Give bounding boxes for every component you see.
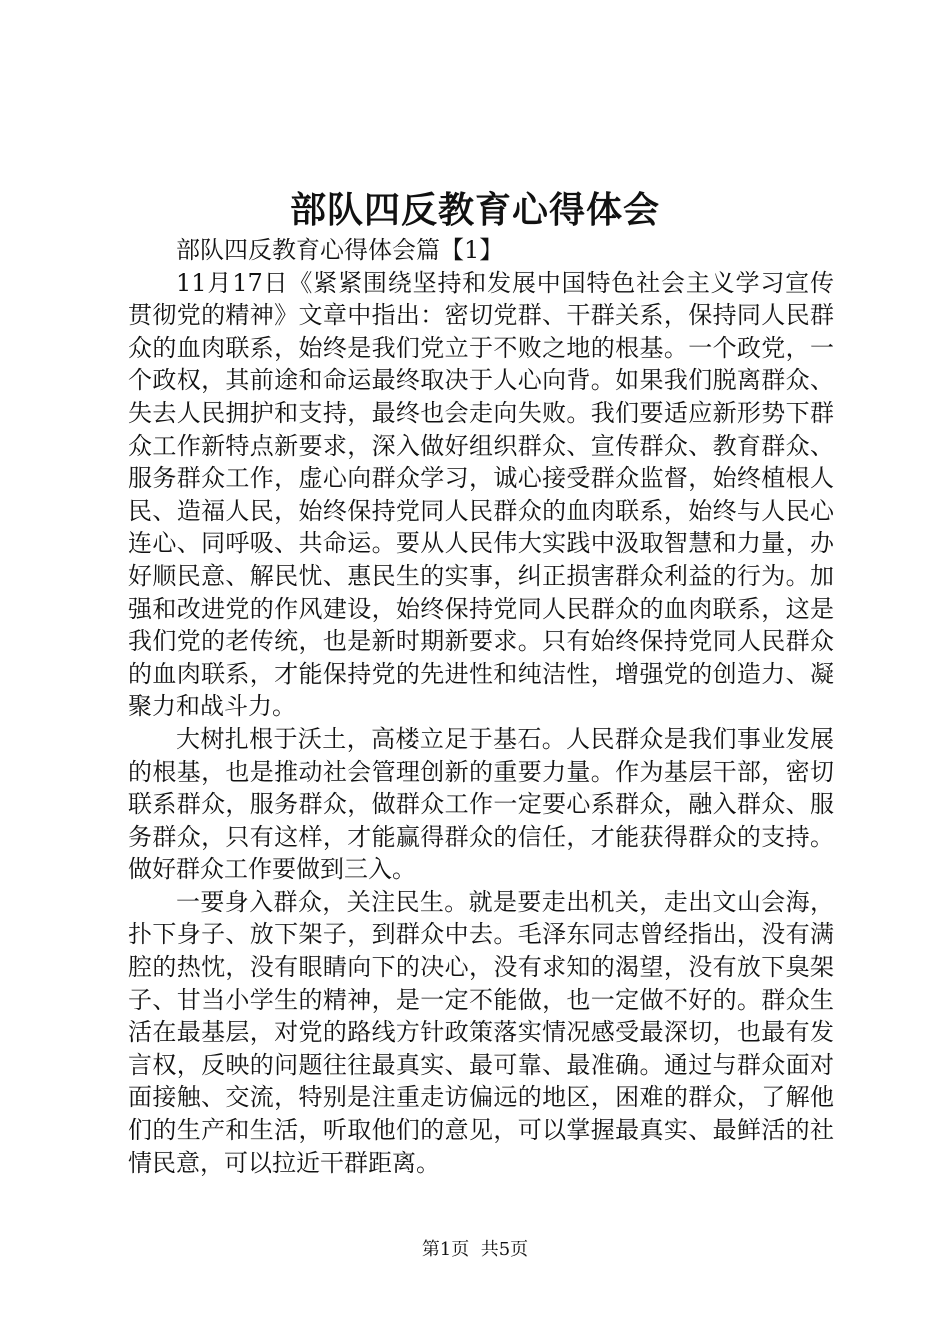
body-paragraph-1: 11月17日《紧紧围绕坚持和发展中国特色社会主义学习宣传贯彻党的精神》文章中指出：密切党群、干群关系，保持同人民群众的血肉联系，始终是我们党立于不败之地的根基。一个政党，一个政权，其前途和命运最终取决于人心向背。如果我们脱离群众、失去人民拥护和支持，最终也会走向失败。我们要适应新形势下群众工作新特点新要求，深入做好组织群众、宣传群众、教育群众、服务群众工作，虚心向群众学习，诚心接受群众监督，始终植根人民、造福人民，始终保持党同人民群众的血肉联系，始终与人民心连心、同呼吸、共命运。要从人民伟大实践中汲取智慧和力量，办好顺民意、解民忧、惠民生的实事，纠正损害群众利益的行为。加强和改进党的作风建设，始终保持党同人民群众的血肉联系，这是我们党的老传统，也是新时期新要求。只有始终保持党同人民群众的血肉联系，才能保持党的先进性和纯洁性，增强党的创造力、凝聚力和战斗力。 <box>128 268 834 721</box>
body-paragraph-2: 大树扎根于沃土，高楼立足于基石。人民群众是我们事业发展的根基，也是推动社会管理创新的重要力量。作为基层干部，密切联系群众，服务群众，做群众工作一定要心系群众，融入群众、服务群众，只有这样，才能赢得群众的信任，才能获得群众的支持。做好群众工作要做到三入。 <box>128 724 834 884</box>
page-footer <box>0 1238 950 1262</box>
document-body <box>128 234 834 1179</box>
page-number-label: 第1页 共5页 <box>421 1239 529 1260</box>
body-paragraph-3: 一要身入群众，关注民生。就是要走出机关，走出文山会海，扑下身子、放下架子，到群众中去。毛泽东同志曾经指出，没有满腔的热忱，没有眼睛向下的决心，没有求知的渴望，没有放下臭架子、甘当小学生的精神，是一定不能做，也一定做不好的。群众生活在最基层，对党的路线方针政策落实情况感受最深切，也最有发言权，反映的问题往往最真实、最可靠、最准确。通过与群众面对面接触、交流，特别是注重走访偏远的地区，困难的群众，了解他们的生产和生活，听取他们的意见，可以掌握最真实、最鲜活的社情民意，可以拉近干群距离。 <box>128 887 834 1177</box>
document-title: 部队四反教育心得体会 <box>289 189 660 231</box>
section-heading: 部队四反教育心得体会篇【1】 <box>176 236 504 264</box>
